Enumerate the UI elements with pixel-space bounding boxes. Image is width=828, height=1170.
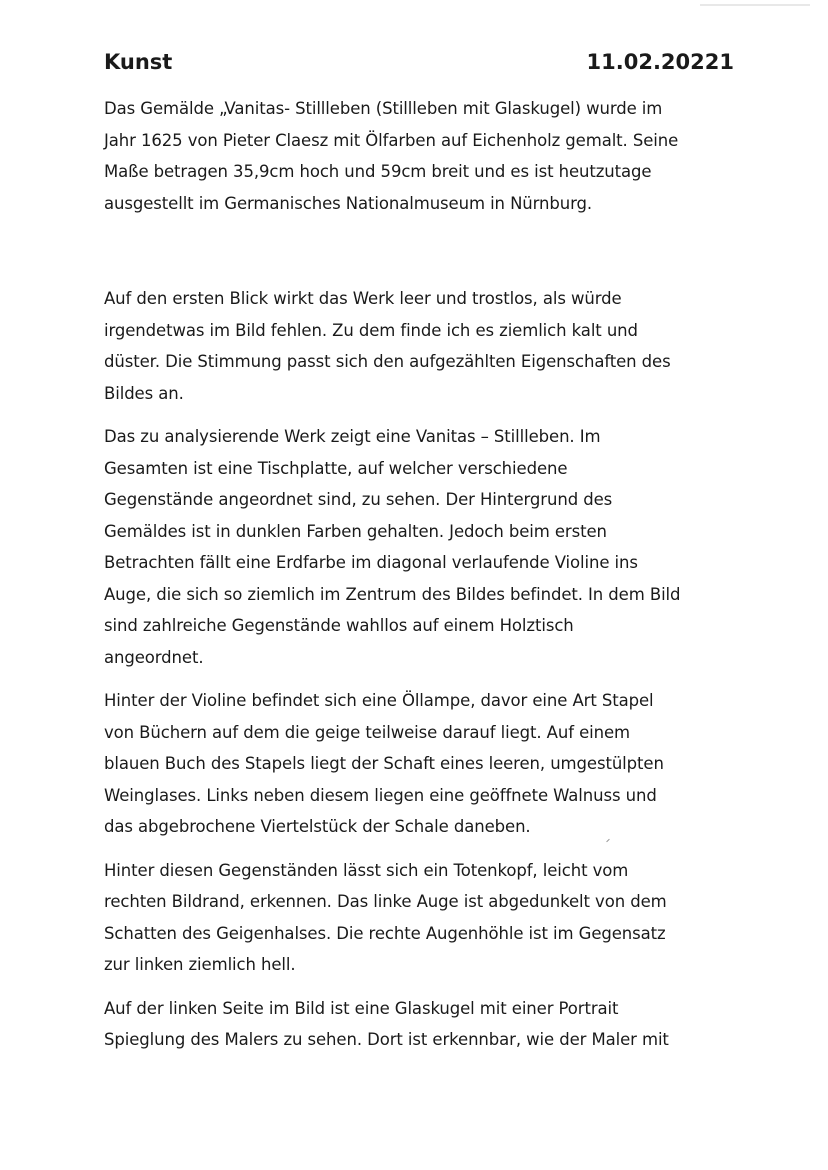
subject-heading: Kunst: [104, 50, 173, 74]
document-date: 11.02.20221: [586, 50, 734, 74]
paragraph-glass-sphere: Auf der linken Seite im Bild ist eine Glaskugel mit einer Portrait Spieglung des Malers zu sehen. Dort ist erkennbar, wie der Maler mit: [104, 998, 669, 1049]
document-page: [104, 50, 744, 1056]
paragraph-artwork-info: Das Gemälde „Vanitas- Stillleben (Stillleben mit Glaskugel) wurde im Jahr 1625 von Pieter Claesz mit Ölfarben auf Eichenholz gemalt. Seine Maße betragen 35,9cm hoch und 59cm breit und es ist heutzutage ausgestellt im Germanisches Nationalmuseum in Nürnburg.: [104, 99, 679, 213]
paragraph-description: Das zu analysierende Werk zeigt eine Vanitas – Stillleben. Im Gesamten ist eine Tischplatte, auf welcher verschiedene Gegenstände angeordnet sind, zu sehen. Der Hintergrund des Gemäldes ist in dunklen Farben gehalten. Jedoch beim ersten Betrachten fällt eine Erdfarbe im diagonal verlaufende Violine ins Auge, die sich so ziemlich im Zentrum des Bildes befindet. In dem Bild sind zahlreiche Gegenstände wahllos auf einem Holztisch angeordnet.: [104, 427, 681, 667]
scan-edge-mark: [700, 4, 810, 6]
document-header: [104, 50, 744, 90]
paragraph-skull: Hinter diesen Gegenständen lässt sich ein Totenkopf, leicht vom rechten Bildrand, erkennen. Das linke Auge ist abgedunkelt von dem Schatten des Geigenhalses. Die rechte Augenhöhle ist im Gegensatz zur linken ziemlich hell.: [104, 860, 667, 974]
paragraph-objects: Hinter der Violine befindet sich eine Öllampe, davor eine Art Stapel von Büchern auf dem die geige teilweise darauf liegt. Auf einem blauen Buch des Stapels liegt der Schaft eines leeren, umgestülpten Weinglases. Links neben diesem liegen eine geöffnete Walnuss und das abgebrochene Viertelstück der Schale daneben.: [104, 691, 664, 836]
paragraph-first-impression: Auf den ersten Blick wirkt das Werk leer und trostlos, als würde irgendetwas im Bild fehlen. Zu dem finde ich es ziemlich kalt und düster. Die Stimmung passt sich den aufgezählten Eigenschaften des Bildes an.: [104, 289, 671, 403]
